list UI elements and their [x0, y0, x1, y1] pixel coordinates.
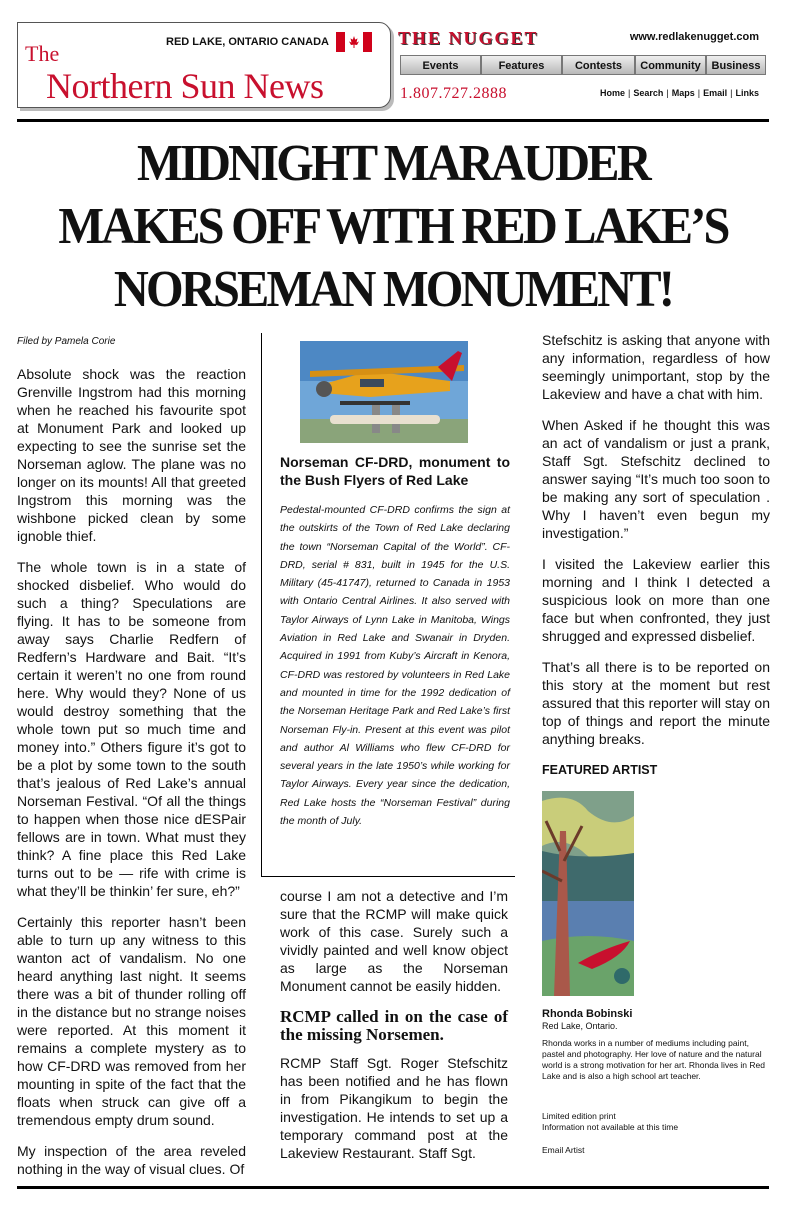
link-search[interactable]: Search [633, 88, 664, 98]
paragraph: My inspection of the area reveled nothing in the way of visual clues. Of [17, 1143, 246, 1177]
nugget-logo: THE NUGGET [398, 28, 539, 48]
artist-location: Red Lake, Ontario. [542, 1021, 618, 1031]
bottom-rule [17, 1186, 769, 1189]
phone-number: 1.807.727.2888 [400, 85, 507, 102]
photo-caption-text: Pedestal-mounted CF-DRD confirms the sign at the outskirts of the Town of Red Lake declaring the town “Norseman Capital of the World”. CF-DRD, serial # 831, built in 1945 for the U.S. Military (45-41747), returned to Canada in 1953 with Ontario Central Airlines. It also served with Taylor Airways of Lynn Lake in Manitoba, Wings Aviation in Red Lake and Swanair in Dryden. Acquired in 1991 from Kuby’s Aircraft in Kenora, CF-DRD was restored by volunteers in Red Lake and mounted in time for the 1992 dedication of the Norseman Heritage Park and Red Lake’s first Norseman Fly-in. Present at this event was pilot and author Al Williams who flew CF-DRD for several years in the late 1950’s while working for Taylor Airways. Every year since the dedication, Red Lake hosts the “Norseman Festival” during the month of July. [280, 504, 510, 828]
subheading: RCMP called in on the case of the missing Norsemen. [280, 1007, 508, 1044]
masthead-location: RED LAKE, ONTARIO CANADA [166, 36, 329, 48]
paragraph: RCMP Staff Sgt. Roger Stefschitz has been notified and he has flown in from Pikangikum to begin the investigation. He intends to set up a temporary command post at the Lakeview Restaurant. Staff Sgt. [280, 1055, 508, 1161]
headline-line-3: NORSEMAN MONUMENT! [113, 261, 673, 318]
tab-contests[interactable]: Contests [562, 55, 635, 75]
link-home[interactable]: Home [600, 88, 626, 98]
paragraph: That’s all there is to be reported on this story at the moment but rest assured that this reporter will stay on top of things and report the minute anything breaks. [542, 659, 770, 747]
canada-flag-icon [336, 32, 372, 52]
article-column-2 [280, 887, 508, 1175]
byline: Filed by Pamela Corie [17, 336, 116, 347]
tab-business[interactable]: Business [706, 55, 766, 75]
masthead-logo-box[interactable] [17, 22, 391, 108]
top-rule [17, 119, 769, 122]
utility-links: Home | Search | Maps | Email | Links [600, 88, 759, 98]
email-artist-link[interactable]: Email Artist [542, 1145, 585, 1155]
featured-artwork[interactable] [542, 791, 634, 996]
paragraph: I visited the Lakeview earlier this morning and I think I detected a suspicious look on more than one face but when confronted, they just shrugged and expressed disbelief. [542, 556, 770, 644]
headline-line-1: MIDNIGHT MARAUDER [137, 135, 649, 192]
featured-artist-label: FEATURED ARTIST [542, 763, 658, 777]
artist-name: Rhonda Bobinski [542, 1008, 633, 1020]
paragraph: Absolute shock was the reaction Grenville Ingstrom had this morning when he reached his favourite spot at Monument Park and looked up expecting to see the sunrise set the Norseman aglow. The plane was no longer on its mounts! All that greeted Ingstrom this morning was the wishbone picked clean by some ignoble thief. [17, 366, 246, 544]
headline [43, 132, 742, 321]
print-line-1: Limited edition print [542, 1111, 616, 1121]
nav-tabs [400, 55, 766, 75]
masthead [17, 22, 769, 110]
link-maps[interactable]: Maps [671, 88, 695, 98]
paragraph: Certainly this reporter hasn’t been able to turn up any witness to this wanton act of vandalism. No one heard anything last night. It seems there was a bit of thunder rolling off in the distance but no strange noises were reported. At this moment it remains a complete mystery as to how CF-DRD was removed from her mounting in spite of the fact that the floats when struck can give off a tremendous empty drum sound. [17, 914, 246, 1128]
paragraph: When Asked if he thought this was an act of vandalism or just a prank, Staff Sgt. Stefschitz declined to answer saying “It’s much too soon to be making any sort of speculation . Why I haven’t even begun my investigation.” [542, 417, 770, 541]
photo-caption-box [261, 333, 515, 877]
tab-features[interactable]: Features [481, 55, 562, 75]
link-links[interactable]: Links [735, 88, 759, 98]
print-line-2: Information not available at this time [542, 1122, 679, 1132]
paragraph: The whole town is in a state of shocked disbelief. Who would do such a thing? Speculations are flying. It has to be someone from away says Charlie Redfern of Redfern’s Hardware and Bait. “It’s certain it weren’t no one from round here. Why would they? None of us would destroy something that the whole town put so much time and money into.” Others figure it’s got to be a plot by some town to the south that’s jealous of Red Lake’s annual Norseman Festival. “Of all the things to happen when those nice dESPair fellows are in town. What must they think? A fine place this Red Lake turns out to be — rife with crime is what they’ll be thinkin’ fer sure, eh?” [17, 559, 246, 899]
print-info [542, 1111, 770, 1133]
site-url[interactable]: www.redlakenugget.com [629, 31, 759, 43]
masthead-nav [398, 22, 769, 108]
article-column-1 [17, 333, 246, 1191]
paragraph: course I am not a detective and I’m sure that the RCMP will make quick work of this case. Surely such a vividly painted and well know object as large as the Norseman Monument cannot be easily hidden. [280, 888, 508, 994]
headline-line-2: MAKES OFF WITH RED LAKE’S [58, 198, 728, 255]
artist-bio: Rhonda works in a number of mediums including paint, pastel and photography. Her love of nature and the natural world is a strong motivation for her art. Rhonda lives in Red Lake and is also a high school art teacher. [542, 1038, 765, 1081]
masthead-title-the: The [25, 41, 60, 66]
tab-community[interactable]: Community [635, 55, 706, 75]
tab-events[interactable]: Events [400, 55, 481, 75]
photo-caption-title: Norseman CF-DRD, monument to the Bush Flyers of Red Lake [280, 454, 510, 488]
paragraph: Stefschitz is asking that anyone with any information, regardless of how seemingly unimportant, stop by the Lakeview and have a chat with him. [542, 332, 770, 402]
link-email[interactable]: Email [703, 88, 728, 98]
masthead-title: Northern Sun News [46, 66, 324, 106]
norseman-plane-photo [300, 341, 468, 443]
article-column-3 [542, 331, 770, 1155]
